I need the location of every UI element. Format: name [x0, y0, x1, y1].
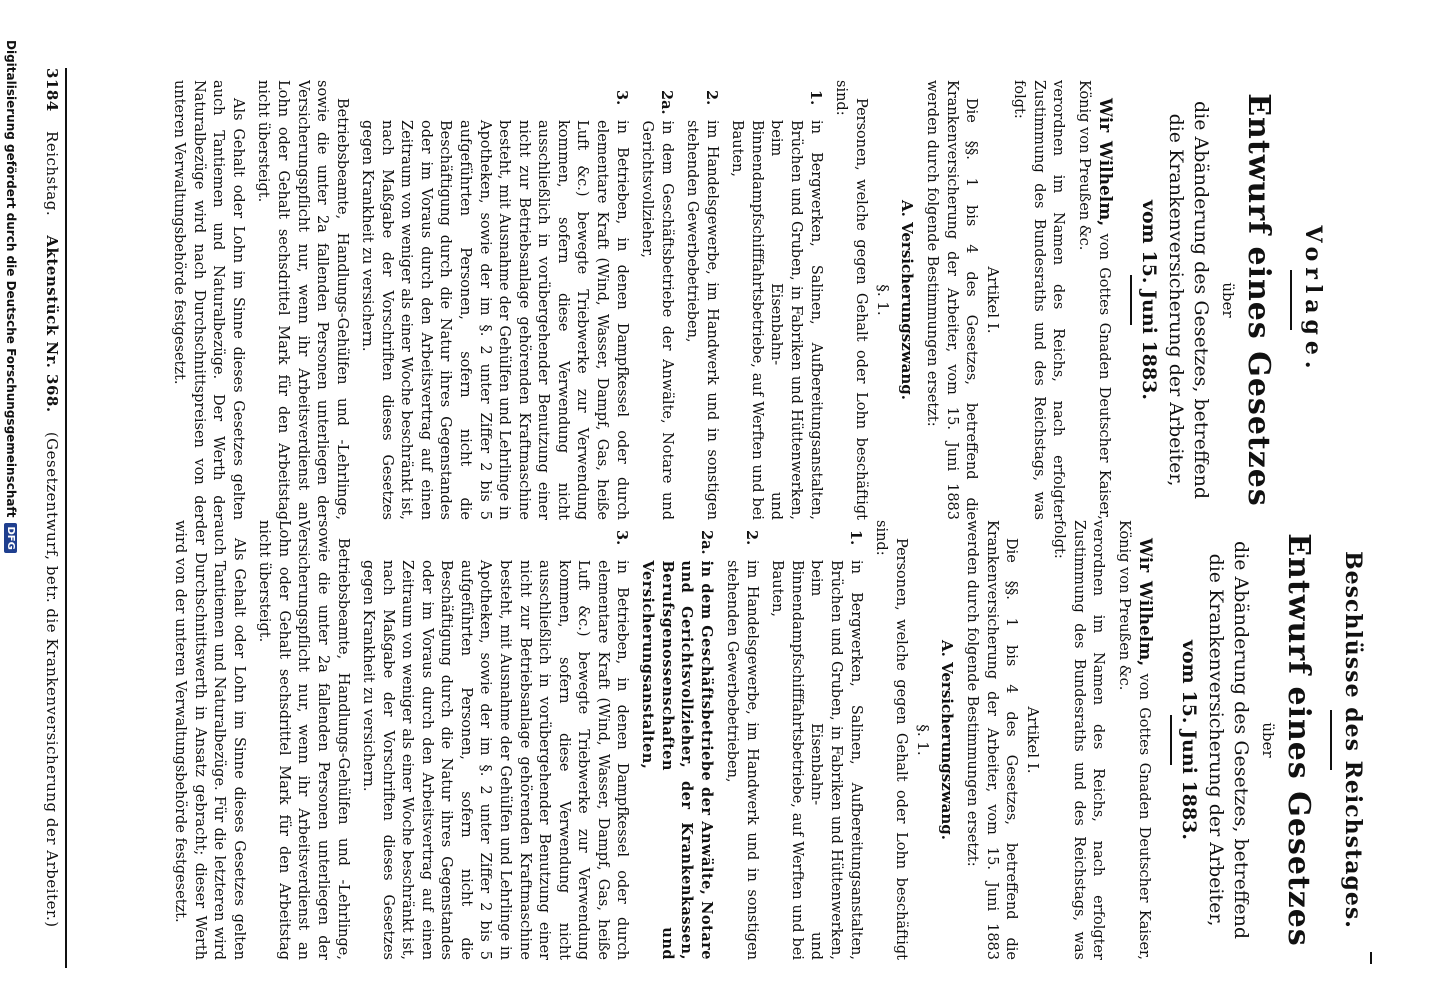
preamble-name: Wir Wilhelm, [1094, 98, 1115, 227]
list-item: 2a. in dem Geschäftsbetriebe der Anwälte, Notare und Gerichtsvollzieher, der Krankenkassen, Berufsgenossenschaften und Versicherungsanstalten, [639, 530, 715, 960]
list-item: 2. im Handelsgewerbe, im Handwerk und in sonstigen stehenden Gewerbebetrieben, [724, 530, 760, 960]
column-vorlage [82, 80, 1332, 520]
closing-paragraph: Betriebsbeamte, Handlungs-Gehülfen und -Lehrlinge, sowie die unter 2a fallenden Personen unterliegen der Versicherungspflicht nur, wenn ihr Arbeitsverdienst an Lohn oder Gehalt sechsdrittel Mark für den Arbeitstag nicht übersteigt. [255, 80, 350, 520]
preamble-rest: von Gottes Gnaden Deutscher Kaiser, König von Preußen &c. [1075, 80, 1112, 520]
digitization-text: Digitalisierung gefördert durch die Deutsche Forschungsgemeinschaft [4, 40, 18, 518]
divider [1170, 715, 1172, 765]
list-item: 2. im Handelsgewerbe, im Handwerk und in sonstigen stehenden Gewerbebetrieben, [684, 90, 720, 520]
preamble-rest: von Gottes Gnaden Deutscher Kaiser, König von Preußen &c. [1115, 520, 1152, 960]
header-source: Reichstag. [43, 131, 61, 217]
list-item: 3. in Betrieben, in denen Dampfkessel oder durch elementare Kraft (Wind, Wasser, Dampf, Gas, heiße Luft &c.) bewegte Triebwerke zur Verwendung kommen, sofern diese Verwendung nicht ausschließlich in vorübergehender Benutzung einer nicht zur Betriebsanlage gehörenden Kraftmaschine besteht, mit Ausnahme der Gehülfen und Lehrlinge in Apotheken, sowie der im §. 2 unter Ziffer 2 bis 5 aufgeführten Personen, sofern nicht die Beschäftigung durch die Natur ihres Gegenstandes oder im Voraus durch den Arbeitsvertrag auf einen Zeitraum von weniger als einer Woche beschränkt ist, nach Maßgabe der Vorschriften dieses Gesetzes gegen Krankheit zu versichern. [360, 530, 631, 960]
law-date: vom 15. Juni 1883. [1177, 639, 1200, 841]
divider [1290, 270, 1292, 330]
page-header [43, 68, 61, 968]
list-item: 3. in Betrieben, in denen Dampfkessel oder durch elementare Kraft (Wind, Wasser, Dampf, Gas, heiße Luft &c.) bewegte Triebwerke zur Verwendung kommen, sofern diese Verwendung nicht ausschließlich in vorübergehender Benutzung einer nicht zur Betriebsanlage gehörenden Kraftmaschine besteht, mit Ausnahme der Gehülfen und Lehrlinge in Apotheken, sowie der im §. 2 unter Ziffer 2 bis 5 aufgeführten Personen, sofern nicht die Beschäftigung durch die Natur ihres Gegenstandes oder im Voraus durch den Arbeitsvertrag auf einen Zeitraum von weniger als einer Woche beschränkt ist, nach Maßgabe der Vorschriften dieses Gesetzes gegen Krankheit zu versichern. [359, 90, 630, 520]
law-title: Entwurf eines Gesetzes [1281, 533, 1316, 947]
preamble-text: verordnen im Namen des Reichs, nach erfolgter Zustimmung des Bundesraths und des Reichstags, was folgt: [1011, 80, 1067, 520]
closing-paragraph: Als Gehalt oder Lohn im Sinne dieses Gesetzes gelten auch Tantiemen und Naturalbezüge. Für die letzteren wird der Durchschnittswerth in Ansatz gebracht; dieser Werth wird von der unteren Verwaltungsbehörde festgesetzt. [172, 520, 247, 960]
article-text: Die §§. 1 bis 4 des Gesetzes, betreffend die Krankenversicherung der Arbeiter, vom 15. Juni 1883 werden durch folgende Bestimmungen ersetzt: [964, 520, 1020, 960]
law-title: Entwurf eines Gesetzes [1241, 93, 1276, 507]
law-date: vom 15. Juni 1883. [1137, 199, 1160, 401]
list-item: 1. in Bergwerken, Salinen, Aufbereitungsanstalten, Brüchen und Gruben, in Fabriken und Hüttenwerken, beim Eisenbahn- und Binnendampfschifffahrtsbetriebe, auf Werften und bei Bauten, [729, 90, 824, 520]
preamble-text: verordnen im Namen des Reichs, nach erfolgter Zustimmung des Bundesraths und des Reichstags, was folgt: [1051, 520, 1107, 960]
ueber-word: über [1219, 282, 1237, 318]
paragraph-number: §. 1. [913, 724, 932, 756]
article-heading: Artikel I. [1024, 706, 1043, 774]
column-heading: Beschlüsse des Reichstages. [1340, 551, 1366, 929]
intro-text: Personen, welche gegen Gehalt oder Lohn beschäftigt sind: [873, 520, 909, 960]
digitization-note [2, 40, 20, 980]
preamble [1113, 520, 1156, 960]
page-number: 3184 [43, 68, 61, 112]
article-heading: Artikel I. [984, 266, 1003, 334]
column-heading: Vorlage. [1300, 225, 1326, 375]
column-beschluesse [92, 520, 1372, 960]
article-text: Die §§. 1 bis 4 des Gesetzes, betreffend die Krankenversicherung der Arbeiter, vom 15. Juni 1883 werden durch folgende Bestimmungen ersetzt: [924, 80, 980, 520]
section-heading: A. Versicherungszwang. [897, 200, 916, 400]
closing-paragraph: Betriebsbeamte, Handlungs-Gehülfen und -Lehrlinge, sowie die unter 2a fallenden Personen unterliegen der Versicherungspflicht nur, wenn ihr Arbeitsverdienst an Lohn oder Gehalt sechsdrittel Mark für den Arbeitstag nicht übersteigt. [256, 520, 351, 960]
list-item: 1. in Bergwerken, Salinen, Aufbereitungsanstalten, Brüchen und Gruben, in Fabriken und Hüttenwerken, beim Eisenbahn- und Binnendampfschifffahrtsbetriebe, auf Werften und bei Bauten, [769, 530, 864, 960]
intro-text: Personen, welche gegen Gehalt oder Lohn beschäftigt sind: [833, 80, 869, 520]
header-note: (Gesetzentwurf, betr. die Krankenversicherung der Arbeiter.) [43, 431, 61, 928]
divider [1330, 710, 1332, 770]
law-subtitle: die Abänderung des Gesetzes, betreffend die Krankenversicherung der Arbeiter, [1165, 101, 1212, 499]
law-subtitle: die Abänderung des Gesetzes, betreffend die Krankenversicherung der Arbeiter, [1205, 541, 1252, 939]
section-heading: A. Versicherungszwang. [937, 640, 956, 840]
ueber-word: über [1259, 722, 1277, 758]
closing-paragraph: Als Gehalt oder Lohn im Sinne dieses Gesetzes gelten auch Tantiemen und Naturalbezüge. Der Werth der Naturalbezüge wird nach Durchschnittspreisen von der unteren Verwaltungsbehörde festgesetzt. [171, 80, 246, 520]
header-rule [65, 68, 67, 968]
paragraph-number: §. 1. [873, 284, 892, 316]
preamble [1073, 80, 1116, 520]
header-file: Aktenstück Nr. 368. [43, 235, 61, 413]
list-item: 2a. in dem Geschäftsbetriebe der Anwälte, Notare und Gerichtsvollzieher, [639, 90, 675, 520]
divider [1130, 275, 1132, 325]
preamble-name: Wir Wilhelm, [1134, 538, 1155, 667]
dfg-logo: DFG [5, 523, 18, 552]
